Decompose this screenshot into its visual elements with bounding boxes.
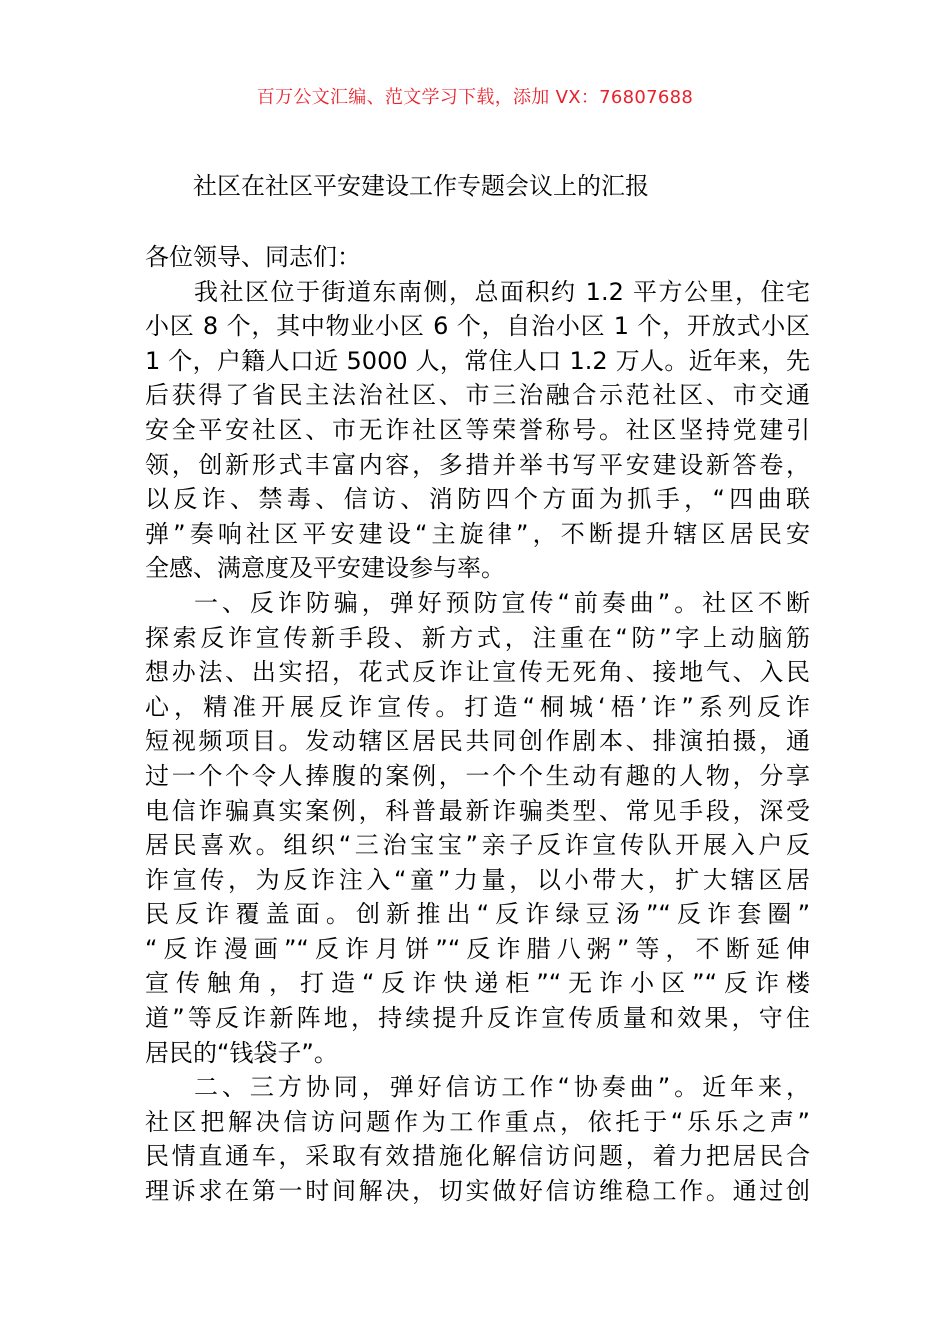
watermark-banner: 百万公文汇编、范文学习下载，添加 VX：76807688 <box>256 87 694 108</box>
body-line: 想办法、出实招，花式反诈让宣传无死角、接地气、入民 <box>145 658 810 687</box>
body-line: 民反诈覆盖面。创新推出“反诈绿豆汤”“反诈套圈” <box>145 900 810 929</box>
body-line: 过一个个令人捧腹的案例，一个个生动有趣的人物，分享 <box>145 761 810 790</box>
body-line: “反诈漫画”“反诈月饼”“反诈腊八粥”等，不断延伸 <box>145 934 810 963</box>
body-line: 心，精准开展反诈宣传。打造“桐城‘梧’诈”系列反诈 <box>145 692 810 721</box>
body-line: 二、三方协同，弹好信访工作“协奏曲”。近年来， <box>194 1073 810 1102</box>
body-line: 居民的“钱袋子”。 <box>145 1038 338 1067</box>
body-line: 弹”奏响社区平安建设“主旋律”，不断提升辖区居民安 <box>145 519 810 548</box>
body-line: 宣传触角，打造“反诈快递柜”“无诈小区”“反诈楼 <box>145 969 810 998</box>
body-line: 探索反诈宣传新手段、新方式，注重在“防”字上动脑筋 <box>145 623 810 652</box>
body-line: 居民喜欢。组织“三治宝宝”亲子反诈宣传队开展入户反 <box>145 831 810 860</box>
body-line: 理诉求在第一时间解决，切实做好信访维稳工作。通过创 <box>145 1177 810 1206</box>
body-line: 安全平安社区、市无诈社区等荣誉称号。社区坚持党建引 <box>145 415 810 444</box>
body-line: 电信诈骗真实案例，科普最新诈骗类型、常见手段，深受 <box>145 796 810 825</box>
document-title: 社区在社区平安建设工作专题会议上的汇报 <box>193 172 649 200</box>
body-line: 领，创新形式丰富内容，多措并举书写平安建设新答卷， <box>145 450 810 479</box>
body-line: 道”等反诈新阵地，持续提升反诈宣传质量和效果，守住 <box>145 1004 810 1033</box>
body-line: 以反诈、禁毒、信访、消防四个方面为抓手，“四曲联 <box>145 485 810 514</box>
body-line: 诈宣传，为反诈注入“童”力量，以小带大，扩大辖区居 <box>145 865 810 894</box>
body-line: 民情直通车，采取有效措施化解信访问题，着力把居民合 <box>145 1142 810 1171</box>
body-line: 社区把解决信访问题作为工作重点，依托于“乐乐之声” <box>145 1107 810 1136</box>
body-line: 1 个，户籍人口近 5000 人，常住人口 1.2 万人。近年来，先 <box>145 346 810 375</box>
body-line: 小区 8 个，其中物业小区 6 个，自治小区 1 个，开放式小区 <box>145 312 810 341</box>
body-line: 我社区位于街道东南侧，总面积约 1.2 平方公里，住宅 <box>194 277 810 306</box>
body-line: 后获得了省民主法治社区、市三治融合示范社区、市交通 <box>145 381 810 410</box>
body-line: 一、反诈防骗，弹好预防宣传“前奏曲”。社区不断 <box>194 588 810 617</box>
body-line: 短视频项目。发动辖区居民共同创作剧本、排演拍摄，通 <box>145 727 810 756</box>
body-line: 全感、满意度及平安建设参与率。 <box>145 554 505 583</box>
body-line: 各位领导、同志们： <box>145 243 361 271</box>
document-body <box>145 240 810 1209</box>
